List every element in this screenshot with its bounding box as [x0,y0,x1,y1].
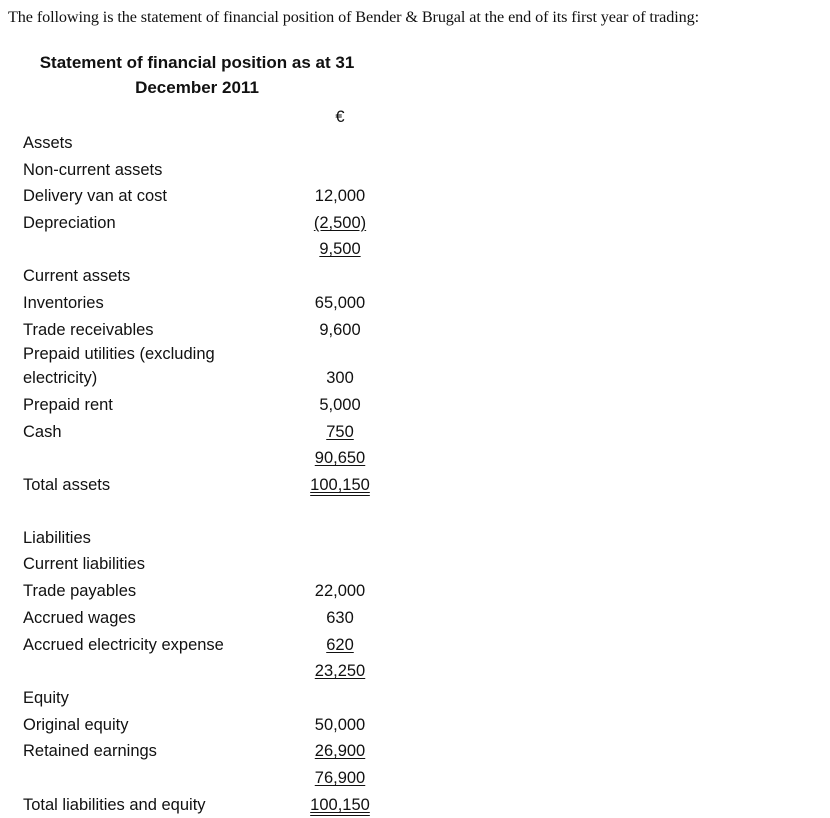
equity-total: 76,900 [314,769,366,787]
prepaid-rent-value: 5,000 [319,396,361,414]
depreciation-value: (2,500) [313,214,367,232]
van-label: Delivery van at cost [23,187,167,205]
current-liabilities-total: 23,250 [314,662,366,680]
receivables-value: 9,600 [319,321,361,339]
prepaid-utilities-label-2: electricity) [23,369,98,387]
cash-label: Cash [23,423,62,441]
intro-text: The following is the statement of financial position of Bender & Brugal at the end of its first year of trading: [8,8,699,26]
retained-earnings-value: 26,900 [314,742,366,760]
total-assets-label: Total assets [23,476,111,494]
equity-heading: Equity [23,689,69,707]
inventories-label: Inventories [23,294,104,312]
original-equity-label: Original equity [23,716,129,734]
electricity-label: Accrued electricity expense [23,636,224,654]
current-liabilities-heading: Current liabilities [23,555,145,573]
total-assets-value: 100,150 [310,476,370,494]
assets-heading: Assets [23,134,73,152]
current-assets-total: 90,650 [314,449,366,467]
grand-total-value: 100,150 [310,796,370,814]
noncurrent-total: 9,500 [319,240,361,258]
currency-symbol: € [335,108,345,126]
grand-total-label: Total liabilities and equity [23,796,206,814]
original-equity-value: 50,000 [314,716,366,734]
prepaid-utilities-label-1: Prepaid utilities (excluding [23,345,215,363]
statement-title: Statement of financial position as at 31 [39,53,355,72]
depreciation-label: Depreciation [23,214,116,232]
prepaid-rent-label: Prepaid rent [23,396,113,414]
payables-value: 22,000 [314,582,366,600]
wages-label: Accrued wages [23,609,136,627]
prepaid-utilities-value: 300 [326,369,354,387]
inventories-value: 65,000 [314,294,366,312]
retained-earnings-label: Retained earnings [23,742,157,760]
wages-value: 630 [326,609,354,627]
statement-date: December 2011 [135,78,259,97]
electricity-value: 620 [326,636,354,654]
cash-value: 750 [326,423,354,441]
payables-label: Trade payables [23,582,137,600]
receivables-label: Trade receivables [23,321,154,339]
current-assets-heading: Current assets [23,267,131,285]
van-value: 12,000 [314,187,366,205]
liabilities-heading: Liabilities [23,529,91,547]
noncurrent-assets-heading: Non-current assets [23,161,163,179]
